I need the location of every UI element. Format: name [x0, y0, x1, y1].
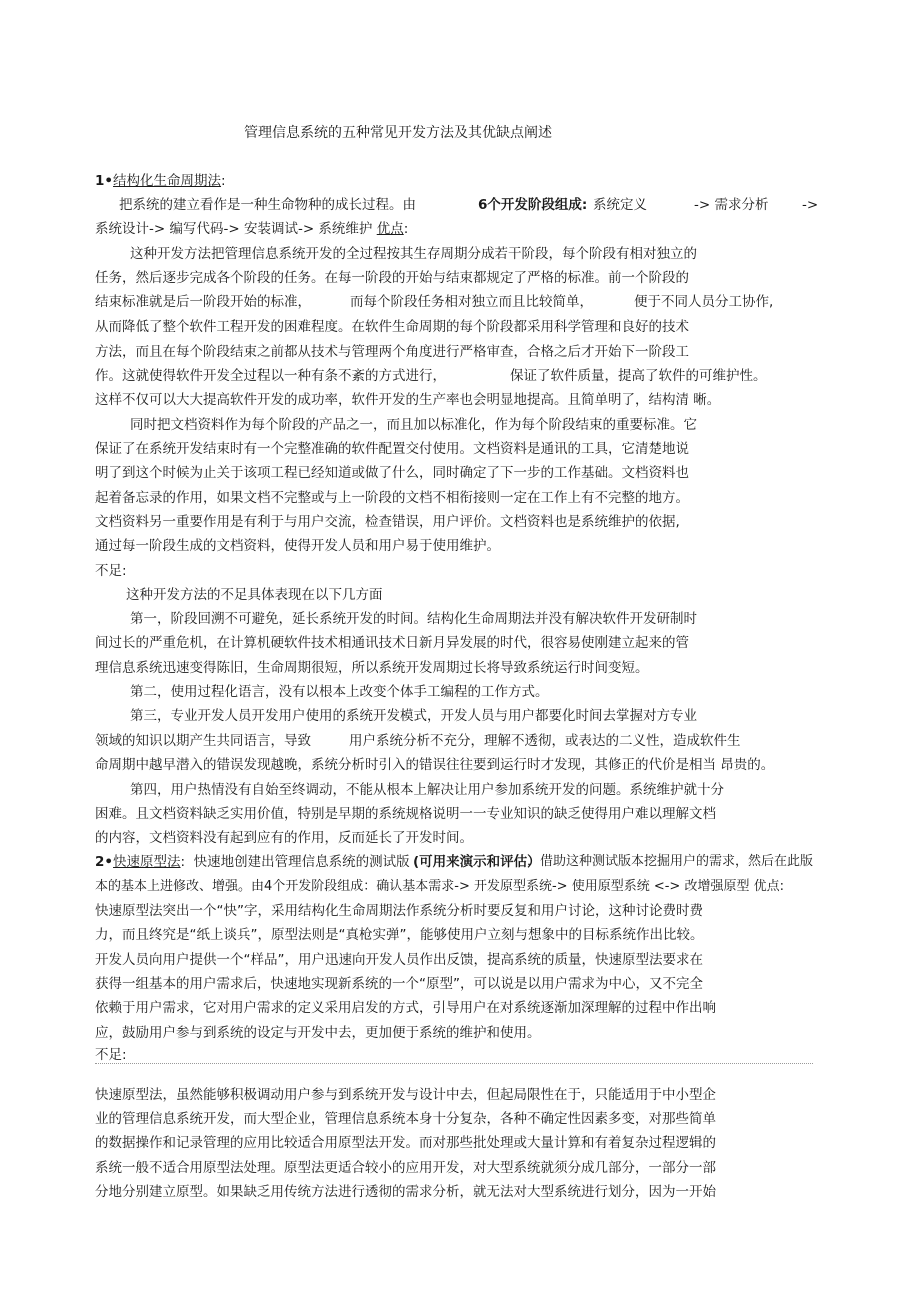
s2-dis-line4: 系统一般不适合用原型法处理。原型法更适合较小的应用开发，对大型系统就须分成几部分，一部分一部: [95, 1160, 716, 1176]
s1-d3-line2b: 用户系统分析不充分，理解不透彻，或表达的二义性，造成软件生: [349, 733, 741, 749]
s1-p2-line3: 明了到这个时候为止关于该项工程已经知道或做了什么，同时确定了下一步的工作基础。文档资料也: [95, 465, 689, 481]
section-2-name: 快速原型法: [113, 854, 181, 870]
s2-adv-line6: 应，鼓励用户参与到系统的设定与开发中去，更加便于系统的维护和使用。: [95, 1025, 541, 1041]
s1-adv-colon: :: [403, 221, 409, 237]
s1-p1-line5: 方法，而且在每个阶段结束之前都从技术与管理两个角度进行严格审查，合格之后才开始下一阶段工: [95, 344, 689, 360]
s1-d2: 第二，使用过程化语言，没有以根本上改变个体手工编程的工作方式。: [130, 684, 549, 700]
s1-intro-f: 系统设计-> 编写代码-> 安装调试-> 系统维护: [95, 221, 377, 237]
section-1-heading: [95, 172, 226, 190]
s2-line1c: ，借助这种测试版本挖掘用户的需求，然后在此版: [527, 854, 814, 869]
s1-d4-line2: 困难。且文档资料缺乏实用价值，特别是早期的系统规格说明一一专业知识的缺乏使得用户难以理解文档: [95, 806, 716, 822]
s1-p2-line1: 同时把文档资料作为每个阶段的产品之一，而且加以标准化，作为每个阶段结束的重要标准。它: [130, 417, 697, 433]
s2-adv-line2: 力，而且终究是“纸上谈兵”，原型法则是“真枪实弹”，能够使用户立刻与想象中的目标系统作出比较。: [95, 927, 704, 943]
s1-p2-line2: 保证了在系统开发结束时有一个完整准确的软件配置交付使用。文档资料是通讯的工具，它清楚地说: [95, 441, 689, 457]
s2-line2: 本的基本上进修改、增强。由4个开发阶段组成：确认基本需求-> 开发原型系统-> 使用原型系统 <-> 改增强原型 优点:: [95, 879, 784, 894]
s1-p1-line2: 任务，然后逐步完成各个阶段的任务。在每一阶段的开始与结束都规定了严格的标准。前一个阶段的: [95, 270, 689, 286]
s1-intro-e: ->: [802, 197, 819, 213]
s1-d1-line1: 第一，阶段回溯不可避免，延长系统开发的时间。结构化生命周期法并没有解决软件开发研制时: [130, 611, 697, 627]
s1-p1-line4: 从而降低了整个软件工程开发的困难程度。在软件生命周期的每个阶段都采用科学管理和良好的技术: [95, 319, 689, 335]
s1-adv-label: 优点: [376, 221, 404, 237]
s1-p1-line7: 这样不仅可以大大提高软件开发的成功率，软件开发的生产率也会明显地提高。且简单明了，结构清 晰。: [95, 392, 721, 408]
s1-intro-d: -> 需求分析: [694, 197, 769, 213]
section-2-heading: [95, 853, 410, 871]
s2-line1a: : 快速地创建出管理信息系统的测试版: [180, 854, 410, 870]
s1-intro-b: 6个开发阶段组成:: [478, 197, 588, 213]
section-2-number: 2•: [95, 854, 114, 870]
s1-p2-line6: 通过每一阶段生成的文档资料，使得开发人员和用户易于使用维护。: [95, 538, 500, 554]
s1-d3-line1: 第三，专业开发人员开发用户使用的系统开发模式，开发人员与用户都要化时间去掌握对方专业: [130, 708, 697, 724]
s1-p1-line1: 这种开发方法把管理信息系统开发的全过程按其生存周期分成若干阶段，每个阶段有相对独立的: [130, 246, 697, 262]
s1-p1-line6b: 保证了软件质量，提高了软件的可维护性。: [510, 368, 767, 384]
s1-intro-c: 系统定义: [593, 197, 647, 213]
s1-d3-line2a: 领域的知识以期产生共同语言，导致: [95, 733, 311, 749]
s2-disadvantages-label: 不足:: [95, 1047, 127, 1063]
s2-adv-line4: 获得一组基本的用户需求后，快速地实现新系统的一个“原型”，可以说是以用户需求为中心，又不完全: [95, 976, 703, 992]
page-title: 管理信息系统的五种常见开发方法及其优缺点阐述: [244, 125, 552, 141]
s1-d3-line3: 命周期中越早潜入的错误发现越晚，系统分析时引入的错误往往要到运行时才发现，其修正的代价是相当 昂贵的。: [95, 757, 775, 773]
section-1-name: 结构化生命周期法: [113, 173, 222, 189]
s1-intro-line2: [95, 220, 408, 238]
s1-d1-line2: 间过长的严重危机，在计算机硬软件技术相通讯技术日新月异发展的时代，很容易使刚建立起来的管: [95, 635, 689, 651]
page-divider: [95, 1063, 813, 1064]
s2-adv-line1: 快速原型法突出一个“快”字，采用结构化生命周期法作系统分析时要反复和用户讨论，这种讨论费时费: [95, 903, 703, 919]
s2-dis-line5: 分地分别建立原型。如果缺乏用传统方法进行透彻的需求分析，就无法对大型系统进行划分，因为一开始: [95, 1184, 716, 1200]
s2-adv-line3: 开发人员向用户提供一个“样品”，用户迅速向开发人员作出反馈，提高系统的质量，快速原型法要求在: [95, 952, 703, 968]
s1-d4-line1: 第四，用户热情没有自始至终调动，不能从根本上解决让用户参加系统开发的问题。系统维护就十分: [130, 782, 724, 798]
s1-p1-line3c: 便于不同人员分工协作,: [634, 294, 774, 310]
s2-dis-line1: 快速原型法，虽然能够积极调动用户参与到系统开发与设计中去，但起局限性在于，只能适用于中小型企: [95, 1087, 716, 1103]
s1-d1-line3: 理信息系统迅速变得陈旧，生命周期很短，所以系统开发周期过长将导致系统运行时间变短。: [95, 660, 649, 676]
s2-adv-line5: 依赖于用户需求，它对用户需求的定义采用启发的方式，引导用户在对系统逐渐加深理解的过程中作出响: [95, 1000, 716, 1016]
section-1-number: 1•: [95, 173, 114, 189]
s2-dis-line2: 业的管理信息系统开发，而大型企业，管理信息系统本身十分复杂，各种不确定性因素多变，对那些简单: [95, 1111, 716, 1127]
s1-p2-line5: 文档资料另一重要作用是有利于与用户交流，检查错误，用户评价。文档资料也是系统维护的依据,: [95, 514, 680, 530]
s1-p2-line4: 起着备忘录的作用，如果文档不完整或与上一阶段的文档不相衔接则一定在工作上有不完整的地方。: [95, 490, 689, 506]
s2-line1b: (可用来演示和评估）: [413, 854, 541, 870]
s1-d4-line3: 的内容，文档资料没有起到应有的作用，反而延长了开发时间。: [95, 830, 473, 846]
s1-disadvantages-intro: 这种开发方法的不足具体表现在以下几方面: [126, 587, 383, 603]
s1-p1-line6a: 作。这就使得软件开发全过程以一种有条不紊的方式进行，: [95, 368, 446, 384]
s1-disadvantages-label: 不足:: [95, 563, 127, 579]
section-1-colon: :: [221, 173, 226, 189]
s1-p1-line3b: 而每个阶段任务相对独立而且比较简单，: [350, 294, 593, 310]
s1-intro-a: 把系统的建立看作是一种生命物种的成长过程。由: [119, 197, 416, 213]
s2-dis-line3: 的数据操作和记录管理的应用比较适合用原型法开发。而对那些批处理或大量计算和有着复杂过程逻辑的: [95, 1135, 716, 1151]
s1-p1-line3a: 结束标准就是后一阶段开始的标准，: [95, 294, 311, 310]
